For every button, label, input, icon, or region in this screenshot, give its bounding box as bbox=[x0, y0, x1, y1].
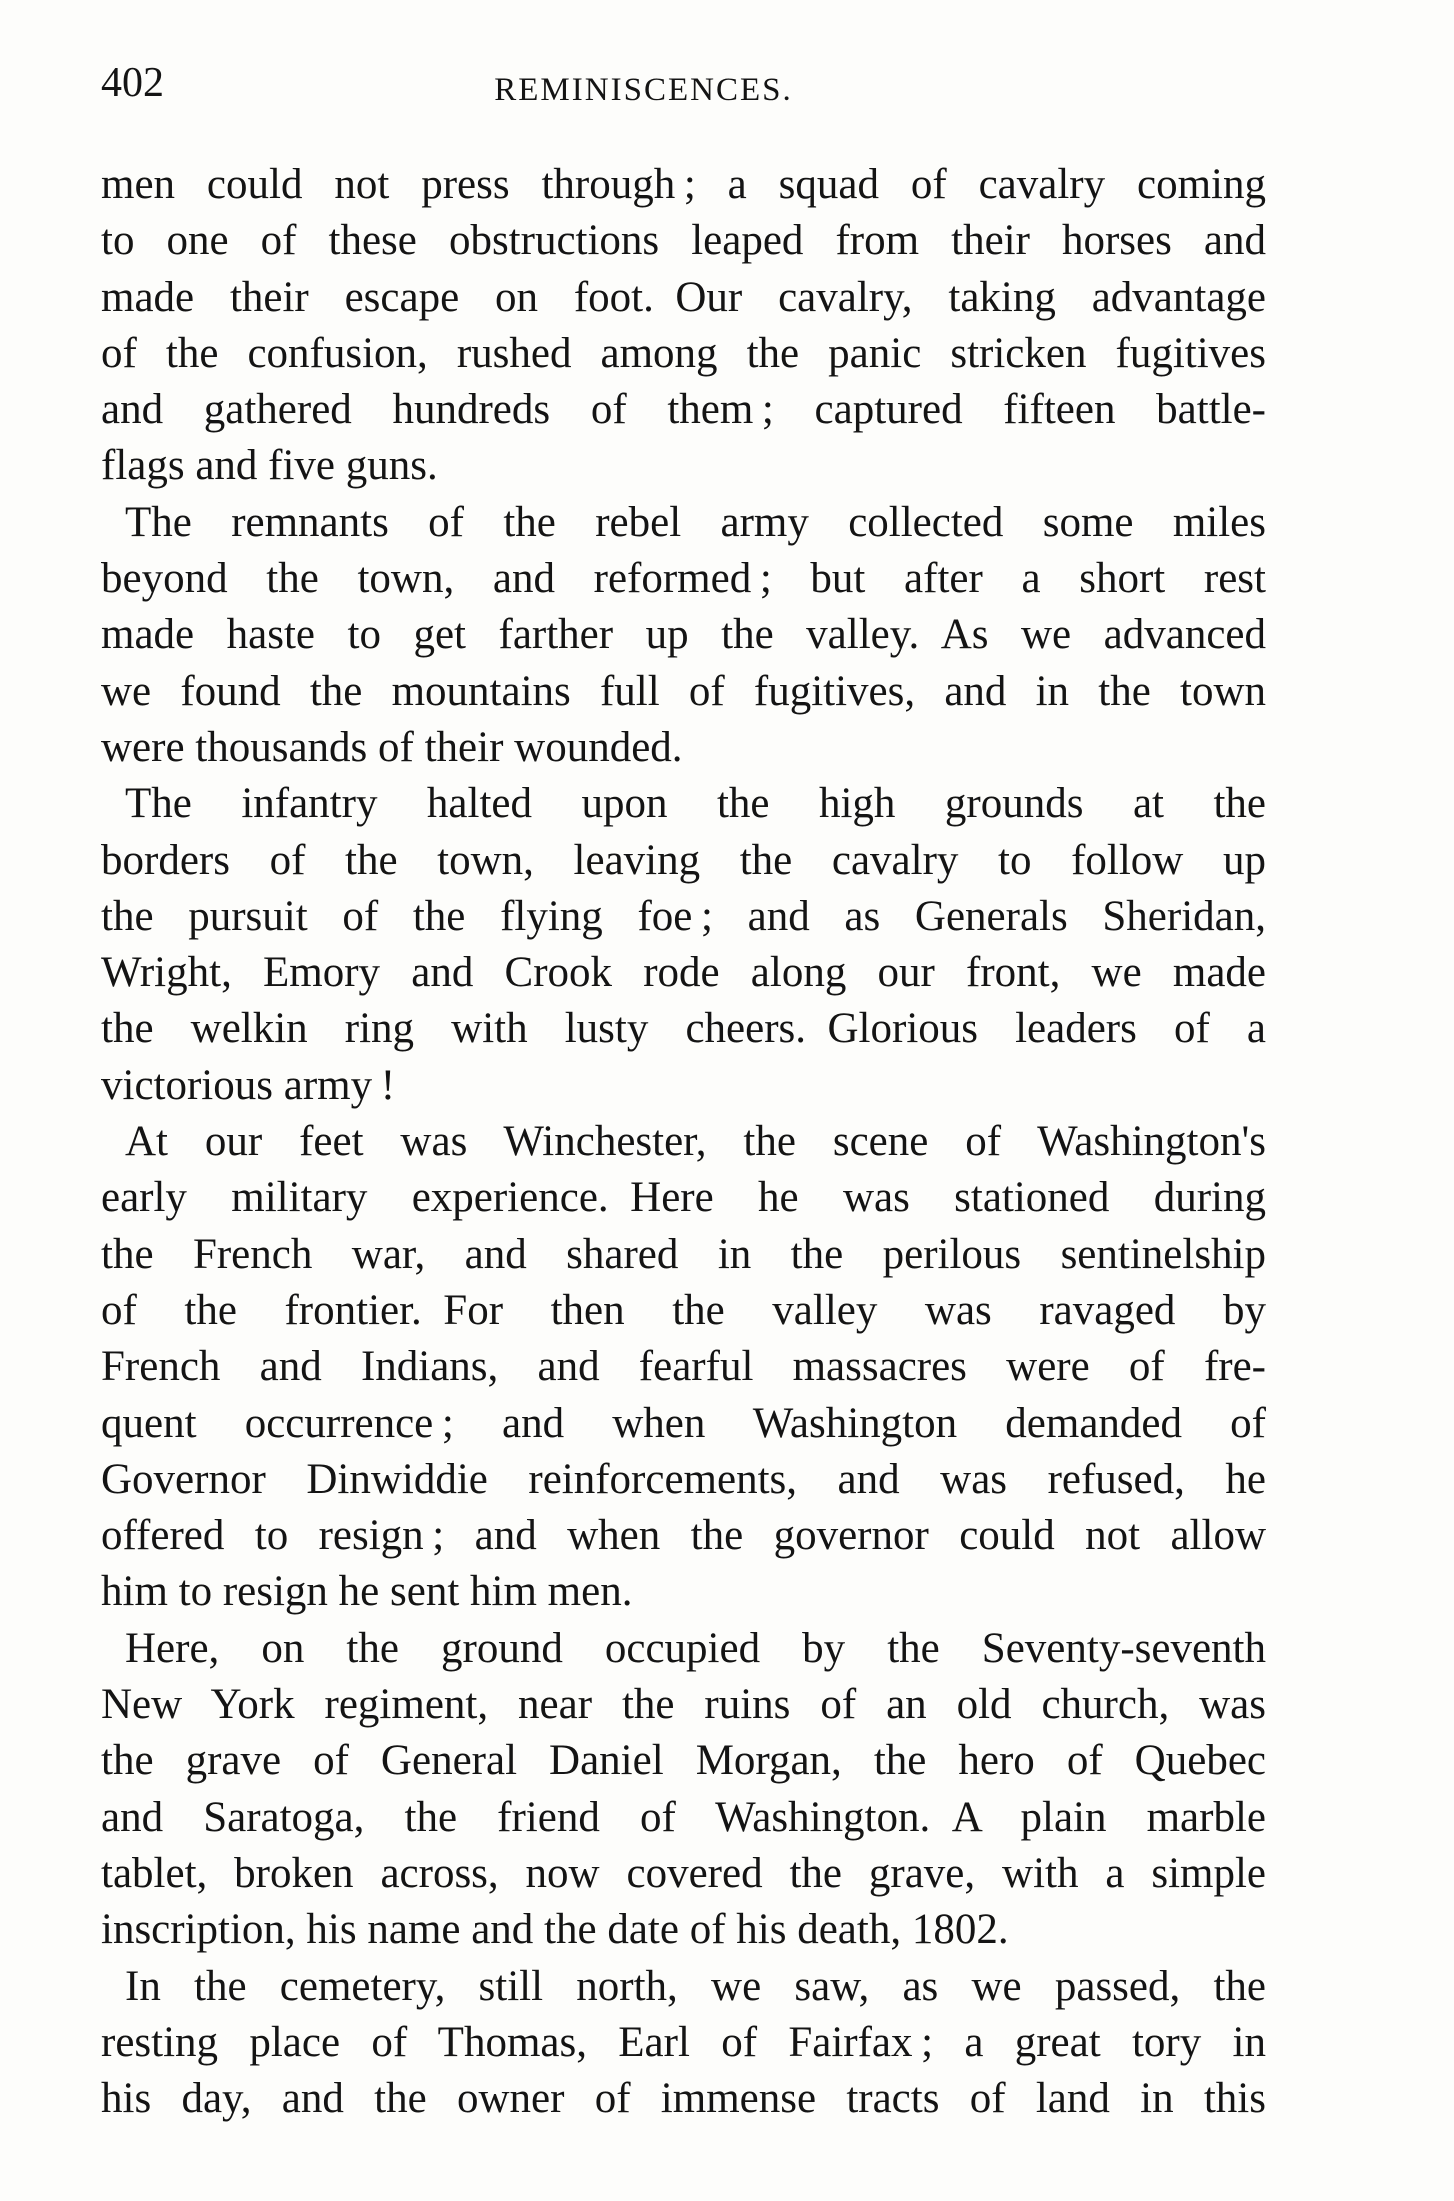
text-line: of the frontier. For then the valley was ravaged by bbox=[101, 1286, 1266, 1334]
text-line: At our feet was Winchester, the scene of Washington's bbox=[125, 1118, 1266, 1166]
text-line: tablet, broken across, now covered the grave, with a simple bbox=[101, 1849, 1266, 1897]
paragraph bbox=[101, 157, 1266, 495]
text-line: the grave of General Daniel Morgan, the hero of Quebec bbox=[101, 1737, 1266, 1785]
text-line: resting place of Thomas, Earl of Fairfax ; a great tory in bbox=[101, 2018, 1266, 2066]
text-line: of the confusion, rushed among the panic stricken fugitives bbox=[101, 329, 1266, 377]
text-line: we found the mountains full of fugitives, and in the town bbox=[101, 667, 1266, 715]
text-line: him to resign he sent him men. bbox=[101, 1568, 633, 1616]
text-line: and gathered hundreds of them ; captured fifteen battle- bbox=[101, 386, 1266, 434]
text-line: his day, and the owner of immense tracts of land in this bbox=[101, 2075, 1266, 2123]
text-line: and Saratoga, the friend of Washington. A plain marble bbox=[101, 1793, 1266, 1841]
text-line: beyond the town, and reformed ; but after a short rest bbox=[101, 555, 1266, 603]
text-line: men could not press through ; a squad of cavalry coming bbox=[101, 161, 1266, 208]
text-line: made their escape on foot. Our cavalry, taking advantage bbox=[101, 273, 1266, 321]
text-line: to one of these obstructions leaped from their horses and bbox=[101, 217, 1266, 265]
text-line: The infantry halted upon the high grounds at the bbox=[125, 780, 1266, 828]
text-line: made haste to get farther up the valley. As we advanced bbox=[101, 611, 1266, 659]
text-line: Here, on the ground occupied by the Seventy-seventh bbox=[125, 1624, 1266, 1672]
page-body bbox=[101, 157, 1266, 2127]
paragraph bbox=[101, 1621, 1266, 1959]
text-line: The remnants of the rebel army collected some miles bbox=[125, 498, 1266, 546]
text-line: victorious army ! bbox=[101, 1061, 396, 1109]
running-header-title: REMINISCENCES. bbox=[494, 72, 793, 108]
text-line: early military experience. Here he was stationed during bbox=[101, 1174, 1266, 1222]
page-number: 402 bbox=[101, 60, 164, 106]
text-line: inscription, his name and the date of his death, 1802. bbox=[101, 1906, 1009, 1954]
text-line: the pursuit of the flying foe ; and as Generals Sheridan, bbox=[101, 892, 1266, 940]
paragraph bbox=[101, 776, 1266, 1114]
text-line: offered to resign ; and when the governor could not allow bbox=[101, 1512, 1266, 1560]
text-line: French and Indians, and fearful massacres were of fre- bbox=[101, 1343, 1266, 1391]
text-line: Governor Dinwiddie reinforcements, and was refused, he bbox=[101, 1455, 1266, 1503]
paragraph bbox=[101, 495, 1266, 776]
text-line: In the cemetery, still north, we saw, as we passed, the bbox=[125, 1962, 1266, 2010]
paragraph bbox=[101, 1114, 1266, 1621]
paragraph bbox=[101, 1959, 1266, 2128]
text-line: the French war, and shared in the perilous sentinelship bbox=[101, 1230, 1266, 1278]
text-line: Wright, Emory and Crook rode along our front, we made bbox=[101, 949, 1266, 997]
text-line: quent occurrence ; and when Washington demanded of bbox=[101, 1399, 1266, 1447]
text-line: the welkin ring with lusty cheers. Glorious leaders of a bbox=[101, 1005, 1266, 1053]
text-line: flags and five guns. bbox=[101, 442, 438, 490]
text-line: were thousands of their wounded. bbox=[101, 723, 683, 771]
text-line: borders of the town, leaving the cavalry to follow up bbox=[101, 836, 1266, 884]
text-line: New York regiment, near the ruins of an old church, was bbox=[101, 1681, 1266, 1729]
